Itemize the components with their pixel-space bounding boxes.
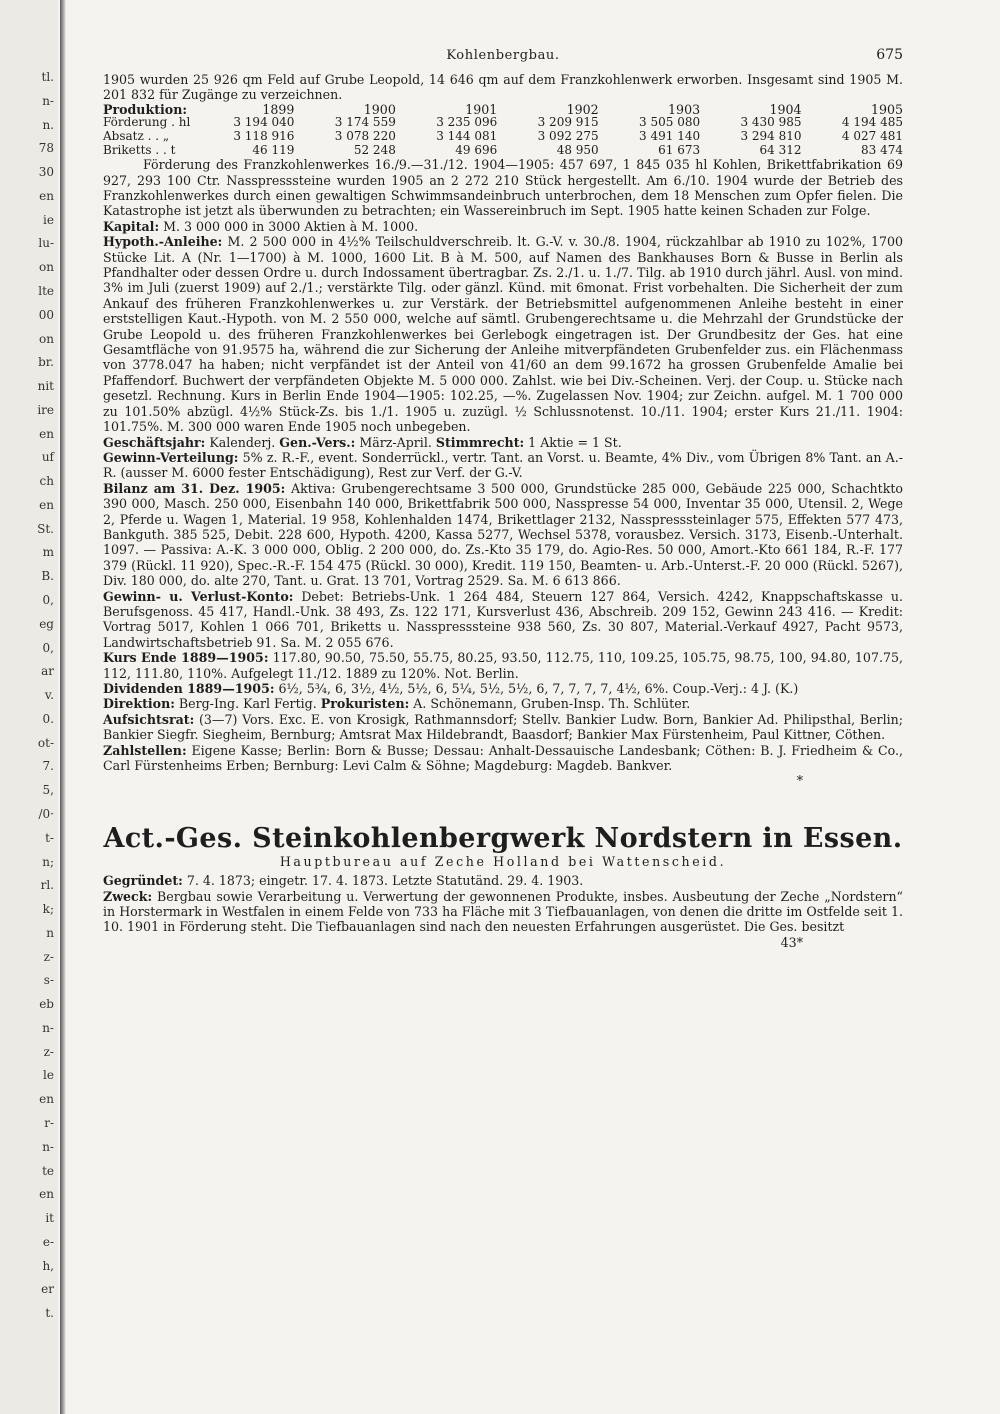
value-cell: 3 174 559 bbox=[334, 115, 396, 130]
dividenden-label: Dividenden 1889—1905: bbox=[103, 681, 275, 696]
gutter-text-fragment: te bbox=[42, 1163, 54, 1178]
gutter-text-fragment: 00 bbox=[38, 307, 54, 322]
value-cell: 49 696 bbox=[455, 142, 498, 157]
gutter-text-fragment: B. bbox=[41, 569, 54, 584]
previous-page-gutter bbox=[0, 0, 58, 1414]
zweck-entry bbox=[103, 889, 903, 935]
year-cell: 1904 bbox=[769, 101, 802, 117]
gutter-text-fragment: on bbox=[39, 331, 54, 346]
gutter-text-fragment: en bbox=[39, 1187, 54, 1202]
gutter-text-fragment: n bbox=[46, 925, 54, 940]
gutter-text-fragment: ire bbox=[37, 402, 54, 417]
dividenden-entry bbox=[103, 681, 903, 696]
section-end-mark: * bbox=[796, 773, 803, 789]
gutter-text-fragment: r- bbox=[44, 1116, 54, 1131]
row-label: Förderung . hl bbox=[103, 115, 191, 130]
zweck-label: Zweck: bbox=[103, 888, 153, 904]
gutter-text-fragment: en bbox=[39, 426, 54, 441]
value-cell: 61 673 bbox=[658, 142, 701, 157]
gutter-text-fragment: le bbox=[43, 1068, 54, 1083]
signature-mark: 43* bbox=[780, 934, 803, 950]
value-cell: 3 078 220 bbox=[334, 129, 396, 143]
value-cell: 3 194 040 bbox=[233, 115, 295, 130]
hypoth-entry bbox=[103, 234, 903, 434]
gutter-text-fragment: 78 bbox=[38, 141, 54, 156]
bilanz-label: Bilanz am 31. Dez. 1905: bbox=[103, 480, 286, 496]
zahlstellen-entry bbox=[103, 743, 903, 774]
zweck-text: Bergbau sowie Verarbeitung u. Verwertung der gewonnenen Produkte, insbes. Ausbeutung der Zeche „Nordstern“ in Horstermark in Westfalen in einem Felde von 733 ha Fläche mit 3 Tiefbauanlagen, von denen die dritte im Ostfelde seit 1. 10. 1901 in Förderung steht. Die Tiefbauanlagen sind nach den neuesten Erfahrungen ausgerüstet. Die Ges. besitzt bbox=[103, 888, 903, 935]
kapital-label: Kapital: bbox=[103, 218, 160, 234]
value-cell: 3 294 810 bbox=[740, 129, 802, 143]
book-spine-shadow bbox=[60, 0, 66, 1414]
gutter-text-fragment: ie bbox=[43, 212, 54, 227]
gutter-text-fragment: lte bbox=[38, 283, 54, 298]
gutter-text-fragment: n. bbox=[42, 117, 54, 132]
year-cell: 1903 bbox=[668, 101, 701, 117]
hypoth-label: Hypoth.-Anleihe: bbox=[103, 234, 223, 250]
year-cell: 1900 bbox=[363, 101, 396, 117]
value-cell: 3 144 081 bbox=[436, 129, 498, 143]
gutter-text-fragment: 0. bbox=[42, 711, 54, 726]
production-table bbox=[103, 103, 903, 157]
kurs-entry bbox=[103, 650, 903, 681]
kapital-entry bbox=[103, 219, 903, 234]
value-cell: 83 474 bbox=[861, 142, 903, 157]
gutter-text-fragment: ot- bbox=[37, 735, 54, 750]
value-cell: 3 118 916 bbox=[233, 129, 295, 143]
value-cell: 3 491 140 bbox=[639, 129, 701, 143]
gutter-text-fragment: en bbox=[39, 497, 54, 512]
gutter-text-fragment: ch bbox=[39, 474, 54, 489]
gutter-text-fragment: br. bbox=[38, 355, 54, 370]
gutter-text-fragment: 0, bbox=[42, 640, 54, 655]
production-years-row bbox=[103, 103, 903, 117]
gutter-text-fragment: z- bbox=[43, 949, 54, 964]
direktion-label: Direktion: bbox=[103, 696, 175, 712]
production-note: Förderung des Franzkohlenwerkes 16./9.—31./12. 1904—1905: 457 697, 1 845 035 hl Kohlen, Brikettfabrikation 69 927, 293 100 Ctr. Nasspresssteine wurden 1905 an 2 272 210 Stück hergestellt. Am 6./10. 1904 wurde der Betrieb des Franzkohlenwerkes durch einen gewaltigen Schwimmsandeinbruch unterbrochen, dem 18 Menschen zum Opfer fielen. Die Katastrophe ist jetzt als überwunden zu betrachten; ein Wassereinbruch im Sept. 1905 hatte keinen Schaden zur Folge. bbox=[103, 157, 903, 219]
bilanz-entry bbox=[103, 481, 903, 589]
value-cell: 3 430 985 bbox=[740, 115, 802, 130]
gutter-text-fragment: z- bbox=[43, 1044, 54, 1059]
row-label: Absatz . . „ bbox=[103, 129, 170, 143]
production-row bbox=[103, 116, 903, 130]
value-cell: 4 027 481 bbox=[841, 129, 903, 143]
direktion-entry bbox=[103, 696, 903, 711]
gutter-text-fragment: on bbox=[39, 260, 54, 275]
production-label: Produktion: bbox=[103, 101, 187, 117]
year-cell: 1905 bbox=[870, 101, 903, 117]
hypoth-text: M. 2 500 000 in 4½% Teilschuldverschreib. lt. G.-V. v. 30./8. 1904, rückzahlbar ab 1910 zu 102%, 1700 Stücke Lit. A (Nr. 1—1700) à M. 1000, 1600 Lit. B à M. 500, auf Namen des Bankhauses Born & Busse in Berlin als Pfandhalter oder dessen Ordre u. durch Indossament übertragbar. Zs. 2./1. u. 1./7. Tilg. ab 1910 durch jährl. Ausl. von mind. 3% im Juli (zuerst 1909) auf 2./1.; verstärkte Tilg. oder gänzl. Künd. mit 6monat. Frist vorbehalten. Die Sicherheit der zum Ankauf des früheren Franzkohlenwerkes u. zur Verstärk. der Betriebsmittel aufgenommenen Anleihe besteht in einer erststelligen Kaut.-Hypoth. von M. 2 550 000, welche auf sämtl. Grubengerechtsame u. die Mehrzahl der Grundstücke der Grube Leopold u. des früheren Franzkohlenwerkes bei Gerlebogk eingetragen ist. Der Grundbesitz der Ges. hat eine Gesamtfläche von 91.9575 ha, während die zur Sicherung der Anleihe mitverpfändeten Grubenfelder zus. ein Flächenmass von 3778.047 ha haben; nicht verpfändet ist der Anteil von 41/60 an dem 99.1672 ha grossen Grubenfelde Amalie bei Pfaffendorf. Buchwert der verpfändeten Objekte M. 5 000 000. Zahlst. wie bei Div.-Scheinen. Verj. der Coup. u. Stücke nach gesetzl. Rechnung. Kurs in Berlin Ende 1904—1905: 102.25, —%. Zugelassen Nov. 1904; zur Zeichn. aufgel. M. 1 700 000 zu 101.50% abzügl. 4½% Stück-Zs. bis 1./1. 1905 u. zuzügl. ½ Schlussnotenst. 10./11. 1904; erster Kurs 21./11. 1904: 101.75%. M. 300 000 waren Ende 1905 noch unbegeben. bbox=[103, 234, 903, 435]
gewinn-verteilung-label: Gewinn-Verteilung: bbox=[103, 449, 239, 465]
running-title: Kohlenbergbau. bbox=[446, 48, 560, 63]
value-cell: 46 119 bbox=[252, 142, 295, 157]
kurs-label: Kurs Ende 1889—1905: bbox=[103, 650, 269, 666]
gutter-text-fragment: h, bbox=[42, 1258, 54, 1273]
geschaeftsjahr-label: Geschäftsjahr: bbox=[103, 434, 206, 450]
year-cell: 1901 bbox=[465, 101, 498, 117]
gutter-text-fragment: it bbox=[45, 1211, 54, 1226]
stimmrecht-label: Stimmrecht: bbox=[435, 434, 525, 450]
aufsichtsrat-entry bbox=[103, 712, 903, 743]
gegruendet-text: 7. 4. 1873; eingetr. 17. 4. 1873. Letzte Statutänd. 29. 4. 1903. bbox=[182, 873, 584, 889]
gutter-text-fragment: m bbox=[42, 545, 54, 560]
gutter-text-fragment: lu- bbox=[38, 236, 54, 251]
value-cell: 3 092 275 bbox=[537, 129, 599, 143]
gutter-text-fragment: e- bbox=[42, 1234, 54, 1249]
prokuristen-label: Prokuristen: bbox=[320, 696, 410, 712]
value-cell: 48 950 bbox=[556, 142, 599, 157]
row-label: Briketts . . t bbox=[103, 142, 176, 157]
gutter-text-fragment: n- bbox=[42, 1020, 54, 1035]
page-number: 675 bbox=[876, 47, 903, 63]
value-cell: 3 235 096 bbox=[436, 115, 498, 130]
gewinn-konto-entry bbox=[103, 589, 903, 651]
gutter-text-fragment: uf bbox=[41, 450, 54, 465]
gewinn-verteilung-text: 5% z. R.-F., event. Sonderrückl., vertr. Tant. an Vorst. u. Beamte, 4% Div., vom Übrigen 8% Tant. an A.-R. (ausser M. 6000 fester Entschädigung), Rest zur Verf. der G.-V. bbox=[103, 449, 903, 481]
gutter-text-fragment: ar bbox=[41, 664, 54, 679]
kapital-text: M. 3 000 000 in 3000 Aktien à M. 1000. bbox=[159, 218, 419, 234]
gutter-text-fragment: nit bbox=[37, 379, 54, 394]
aufsichtsrat-text: (3—7) Vors. Exc. E. von Krosigk, Rathmannsdorf; Stellv. Bankier Ludw. Born, Bankier Ad. Philipsthal, Berlin; Bankier Siegfr. Siegheim, Bernburg; Amtsrat Max Hildebrandt, Baasdorf; Bankier Max Fürstenheim, Paul Kittner, Cöthen. bbox=[103, 711, 903, 743]
zahlstellen-label: Zahlstellen: bbox=[103, 742, 187, 758]
gutter-text-fragment: n; bbox=[42, 854, 54, 869]
year-cell: 1899 bbox=[262, 101, 295, 117]
company-title: Act.-Ges. Steinkohlenbergwerk Nordstern in Essen. bbox=[103, 822, 903, 854]
gen-vers-text: März-April. bbox=[355, 434, 436, 450]
kurs-text: 117.80, 90.50, 75.50, 55.75, 80.25, 93.50, 112.75, 110, 109.25, 105.75, 98.75, 100, 94.80, 107.75, 112, 111.80, 110%. Aufgelegt 11./12. 1889 zu 120%. Not. Berlin. bbox=[103, 650, 903, 681]
document-page bbox=[103, 48, 903, 950]
gutter-text-fragment: er bbox=[41, 1282, 54, 1297]
value-cell: 3 209 915 bbox=[537, 115, 599, 130]
gutter-text-fragment: t. bbox=[45, 1306, 54, 1321]
geschaeftsjahr-entry bbox=[103, 435, 903, 450]
gutter-text-fragment: 7. bbox=[42, 759, 54, 774]
zahlstellen-text: Eigene Kasse; Berlin: Born & Busse; Dessau: Anhalt-Dessauische Landesbank; Cöthen: B. J. Friedheim & Co., Carl Fürstenheims Erben; Bernburg: Levi Calm & Söhne; Magdeburg: Magdeb. Bankver. bbox=[103, 742, 903, 774]
gutter-text-fragment: 5, bbox=[42, 783, 54, 798]
gewinn-konto-text: Debet: Betriebs-Unk. 1 264 484, Steuern 127 864, Versich. 4242, Knappschaftskasse u. Berufsgenoss. 45 417, Handl.-Unk. 38 493, Zs. 122 171, Kursverlust 436, Abschreib. 209 152, Gewinn 243 416. — Kredit: Vortrag 5017, Kohlen 1 066 701, Briketts u. Nasspresssteine 938 560, Zs. 30 807, Material.-Verkauf 4927, Pacht 9573, Landwirtschaftsbetrieb 91. Sa. M. 2 055 676. bbox=[103, 588, 903, 650]
page-header bbox=[103, 48, 903, 72]
gegruendet-entry bbox=[103, 873, 903, 888]
production-row bbox=[103, 144, 903, 158]
bilanz-text: Aktiva: Grubengerechtsame 3 500 000, Grundstücke 285 000, Gebäude 225 000, Schachtkto 390 000, Masch. 250 000, Eisenbahn 140 000, Brikettfabrik 500 000, Nasspresse 54 000, Inventar 35 000, Utensil. 2, Wege 2, Pferde u. Wagen 1, Material. 19 958, Kohlenhalden 1474, Brikettlager 2132, Nasspresssteinlager 575, Effekten 577 473, Bankguth. 385 525, Debit. 228 600, Hypoth. 4200, Kassa 5277, Wechsel 5378, vorausbez. Versich. 3173, Eisenb.-Unterhalt. 1097. — Passiva: A.-K. 3 000 000, Oblig. 2 200 000, do. Zs.-Kto 35 179, do. Agio-Res. 50 000, Amort.-Kto 661 184, R.-F. 177 379 (Rückl. 11 920), Spec.-R.-F. 154 475 (Rückl. 30 000), Kredit. 119 150, Beamten- u. Arb.-Unterst.-F. 20 000 (Rückl. 5267), Div. 180 000, do. alte 270, Tant. u. Grat. 13 701, Vortrag 2529. Sa. M. 6 613 866. bbox=[103, 480, 903, 589]
gutter-text-fragment: St. bbox=[37, 521, 54, 536]
gutter-text-fragment: en bbox=[39, 188, 54, 203]
gutter-text-fragment: n- bbox=[42, 1139, 54, 1154]
gutter-text-fragment: en bbox=[39, 1092, 54, 1107]
acquisition-paragraph: 1905 wurden 25 926 qm Feld auf Grube Leopold, 14 646 qm auf dem Franzkohlenwerk erworben. Insgesamt sind 1905 M. 201 832 für Zugänge zu verzeichnen. bbox=[103, 72, 903, 103]
value-cell: 52 248 bbox=[353, 142, 396, 157]
gutter-text-fragment: k; bbox=[42, 902, 54, 917]
gutter-text-fragment: tl. bbox=[41, 70, 54, 84]
gewinn-konto-label: Gewinn- u. Verlust-Konto: bbox=[103, 588, 294, 604]
year-cell: 1902 bbox=[566, 101, 599, 117]
gen-vers-label: Gen.-Vers.: bbox=[279, 434, 356, 450]
value-cell: 3 505 080 bbox=[639, 115, 701, 130]
geschaeftsjahr-text: Kalenderj. bbox=[205, 434, 280, 450]
gegruendet-label: Gegründet: bbox=[103, 873, 183, 889]
gutter-text-fragment: eg bbox=[39, 616, 54, 631]
gutter-text-fragment: v. bbox=[44, 688, 54, 703]
gutter-text-fragment: /0· bbox=[38, 806, 54, 821]
gewinn-verteilung-entry bbox=[103, 450, 903, 481]
gutter-text-fragment: s- bbox=[43, 973, 54, 988]
gutter-text-fragment: eb bbox=[39, 997, 54, 1012]
gutter-text-fragment: 30 bbox=[38, 165, 54, 180]
direktion-text: Berg-Ing. Karl Fertig. bbox=[174, 696, 321, 712]
gutter-text-fragment: rl. bbox=[40, 878, 54, 893]
gutter-text-fragment: t- bbox=[45, 830, 54, 845]
production-row bbox=[103, 130, 903, 144]
stimmrecht-text: 1 Aktie = 1 St. bbox=[524, 434, 622, 450]
dividenden-text: 6½, 5¾, 6, 3½, 4½, 5½, 6, 5¼, 5½, 5½, 6, 7, 7, 7, 7, 4½, 6%. Coup.-Verj.: 4 J. (K.) bbox=[274, 681, 799, 696]
gutter-text-fragment: n- bbox=[42, 93, 54, 108]
value-cell: 64 312 bbox=[759, 142, 802, 157]
company-subtitle: Hauptbureau auf Zeche Holland bei Wattenscheid. bbox=[279, 853, 727, 869]
gutter-text-fragment: 0, bbox=[42, 593, 54, 608]
aufsichtsrat-label: Aufsichtsrat: bbox=[103, 711, 195, 727]
value-cell: 4 194 485 bbox=[841, 115, 903, 130]
prokuristen-text: A. Schönemann, Gruben-Insp. Th. Schlüter. bbox=[409, 696, 691, 712]
